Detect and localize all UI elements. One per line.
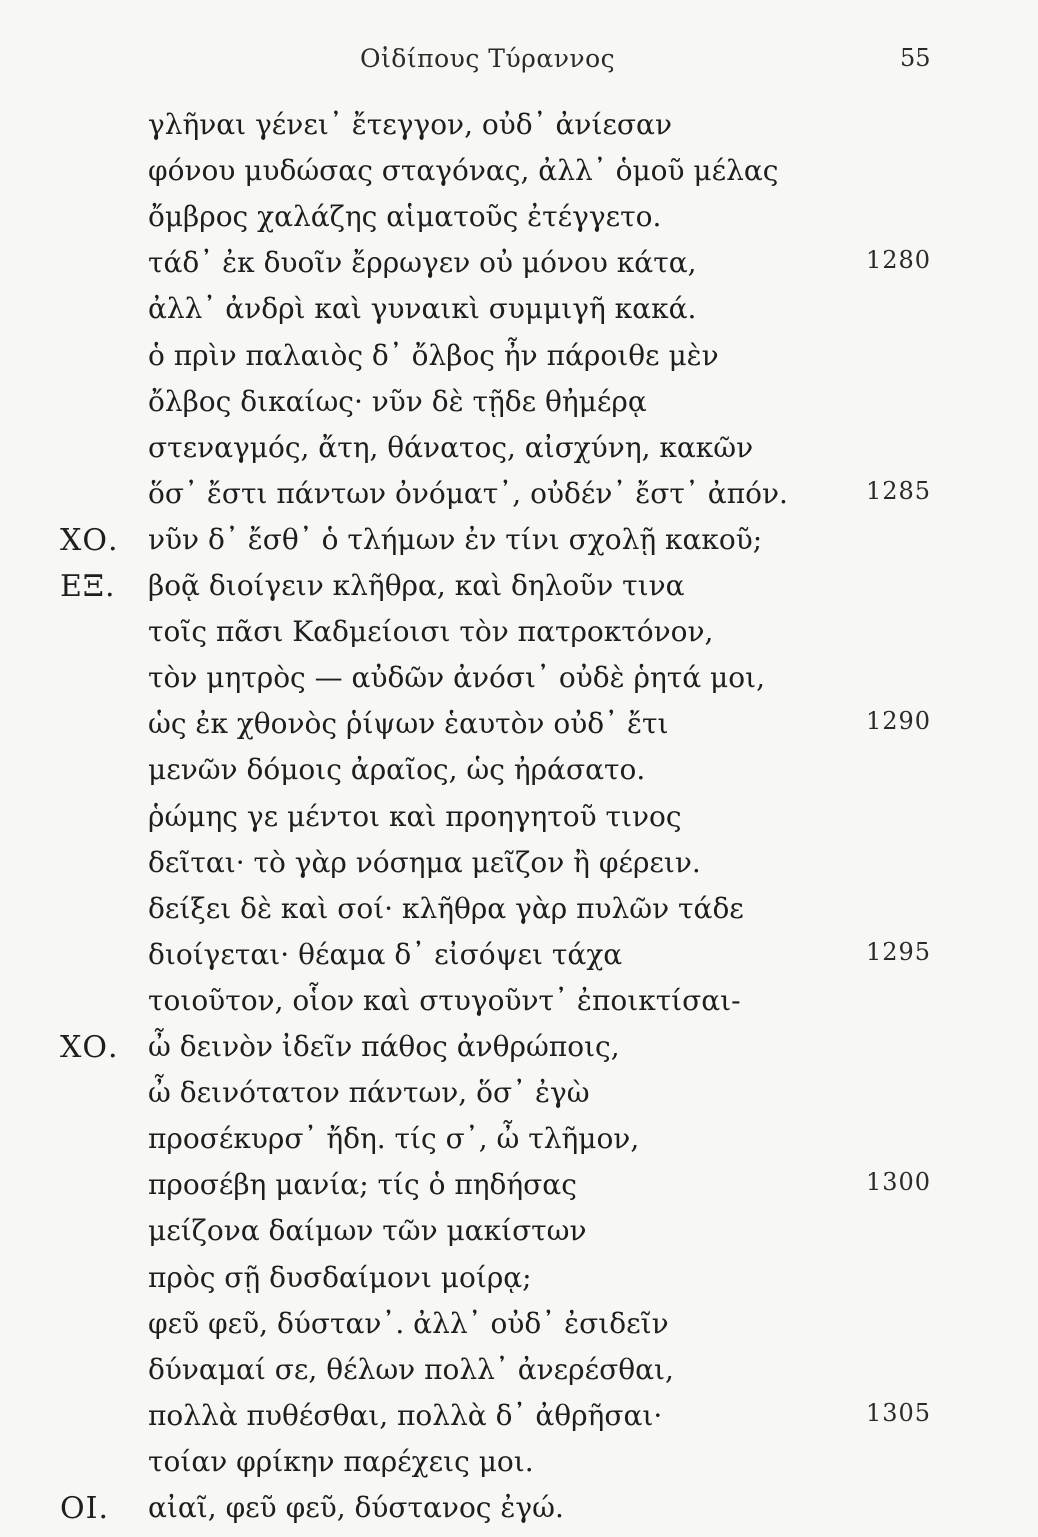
verse-line	[0, 154, 1038, 200]
verse-text: αἰαῖ, φεῦ φεῦ, δύστανος ἐγώ.	[148, 1491, 564, 1524]
verse-line	[0, 846, 1038, 892]
speaker-label: ΧΟ.	[60, 523, 119, 558]
verse-text: ὅσ᾽ ἔστι πάντων ὀνόματ᾽, οὐδέν᾽ ἔστ᾽ ἀπόν.	[148, 477, 788, 510]
verse-text: ἀλλ᾽ ἀνδρὶ καὶ γυναικὶ συμμιγῆ κακά.	[148, 292, 697, 325]
verse-line	[0, 707, 1038, 753]
verse-line	[0, 753, 1038, 799]
verse-line	[0, 246, 1038, 292]
verse-text: προσέβη μανία; τίς ὁ πηδήσας	[148, 1168, 577, 1201]
verse-text: δεῖται· τὸ γὰρ νόσημα μεῖζον ἢ φέρειν.	[148, 846, 701, 879]
verse-line	[0, 892, 1038, 938]
verse-line	[0, 1076, 1038, 1122]
line-number: 1300	[866, 1168, 932, 1196]
verse-text: τοίαν φρίκην παρέχεις μοι.	[148, 1445, 534, 1478]
line-number: 1305	[866, 1399, 932, 1427]
verse-line	[0, 1122, 1038, 1168]
verse-text: φόνου μυδώσας σταγόνας, ἀλλ᾽ ὁμοῦ μέλας	[148, 154, 779, 187]
verse-line	[0, 339, 1038, 385]
speaker-label: ΕΞ.	[60, 569, 116, 604]
verse-line	[0, 108, 1038, 154]
verse-line	[0, 200, 1038, 246]
verse-line	[0, 431, 1038, 477]
verse-line	[0, 292, 1038, 338]
verse-line	[0, 800, 1038, 846]
line-number: 1285	[866, 477, 932, 505]
verse-text: δύναμαί σε, θέλων πολλ᾽ ἀνερέσθαι,	[148, 1353, 674, 1386]
verse-text: γλῆναι γένει᾽ ἔτεγγον, οὐδ᾽ ἀνίεσαν	[148, 108, 672, 141]
verse-text: δείξει δὲ καὶ σοί· κλῆθρα γὰρ πυλῶν τάδε	[148, 892, 744, 925]
verse-line	[0, 938, 1038, 984]
verse-line	[0, 1168, 1038, 1214]
verse-text: ὄλβος δικαίως· νῦν δὲ τῇδε θἠμέρᾳ	[148, 385, 647, 418]
verse-text: πολλὰ πυθέσθαι, πολλὰ δ᾽ ἀθρῆσαι·	[148, 1399, 663, 1432]
verse-text: στεναγμός, ἄτη, θάνατος, αἰσχύνη, κακῶν	[148, 431, 754, 464]
verse-line	[0, 523, 1038, 569]
verse-line	[0, 477, 1038, 523]
verse-line	[0, 1353, 1038, 1399]
verse-text: νῦν δ᾽ ἔσθ᾽ ὁ τλήμων ἐν τίνι σχολῇ κακοῦ;	[148, 523, 763, 556]
verse-line	[0, 1307, 1038, 1353]
verse-line	[0, 569, 1038, 615]
verse-text: τοιοῦτον, οἷον καὶ στυγοῦντ᾽ ἐποικτίσαι-	[148, 984, 741, 1017]
verse-line	[0, 1261, 1038, 1307]
running-title: Οἰδίπους Τύραννος	[360, 44, 616, 73]
line-number: 1295	[866, 938, 932, 966]
verse-text: ὁ πρὶν παλαιὸς δ᾽ ὄλβος ἦν πάροιθε μὲν	[148, 339, 719, 372]
verse-text: μείζονα δαίμων τῶν μακίστων	[148, 1214, 587, 1247]
verse-text: τοῖς πᾶσι Καδμείοισι τὸν πατροκτόνον,	[148, 615, 714, 648]
verse-text: βοᾷ διοίγειν κλῆθρα, καὶ δηλοῦν τινα	[148, 569, 685, 602]
speaker-label: ΧΟ.	[60, 1030, 119, 1065]
verse-text: μενῶν δόμοις ἀραῖος, ὡς ἠράσατο.	[148, 753, 646, 786]
verse-text: ὡς ἐκ χθονὸς ῥίψων ἑαυτὸν οὐδ᾽ ἔτι	[148, 707, 669, 740]
verse-text: ὦ δεινὸν ἰδεῖν πάθος ἀνθρώποις,	[148, 1030, 620, 1063]
verse-text: ὄμβρος χαλάζης αἱματοῦς ἐτέγγετο.	[148, 200, 662, 233]
verse-line	[0, 1445, 1038, 1491]
line-number: 1280	[866, 246, 932, 274]
verse-line	[0, 1399, 1038, 1445]
verse-line	[0, 385, 1038, 431]
verse-text: προσέκυρσ᾽ ἤδη. τίς σ᾽, ὦ τλῆμον,	[148, 1122, 640, 1155]
speaker-label: ΟΙ.	[60, 1491, 109, 1526]
verse-text: πρὸς σῇ δυσδαίμονι μοίρᾳ;	[148, 1261, 532, 1294]
verse-text: ῥώμης γε μέντοι καὶ προηγητοῦ τινος	[148, 800, 682, 833]
verse-text: φεῦ φεῦ, δύσταν᾽. ἀλλ᾽ οὐδ᾽ ἐσιδεῖν	[148, 1307, 669, 1340]
verse-line	[0, 984, 1038, 1030]
page-number: 55	[900, 44, 931, 72]
line-number: 1290	[866, 707, 932, 735]
verse-text: τάδ᾽ ἐκ δυοῖν ἔρρωγεν οὐ μόνου κάτα,	[148, 246, 697, 279]
verse-text: τὸν μητρὸς — αὐδῶν ἀνόσι᾽ οὐδὲ ῥητά μοι,	[148, 661, 765, 694]
verse-line	[0, 1214, 1038, 1260]
verse-line	[0, 1491, 1038, 1537]
verse-line	[0, 661, 1038, 707]
verse-text: ὦ δεινότατον πάντων, ὅσ᾽ ἐγὼ	[148, 1076, 590, 1109]
verse-text: διοίγεται· θέαμα δ᾽ εἰσόψει τάχα	[148, 938, 623, 971]
verse-line	[0, 1030, 1038, 1076]
verse-line	[0, 615, 1038, 661]
